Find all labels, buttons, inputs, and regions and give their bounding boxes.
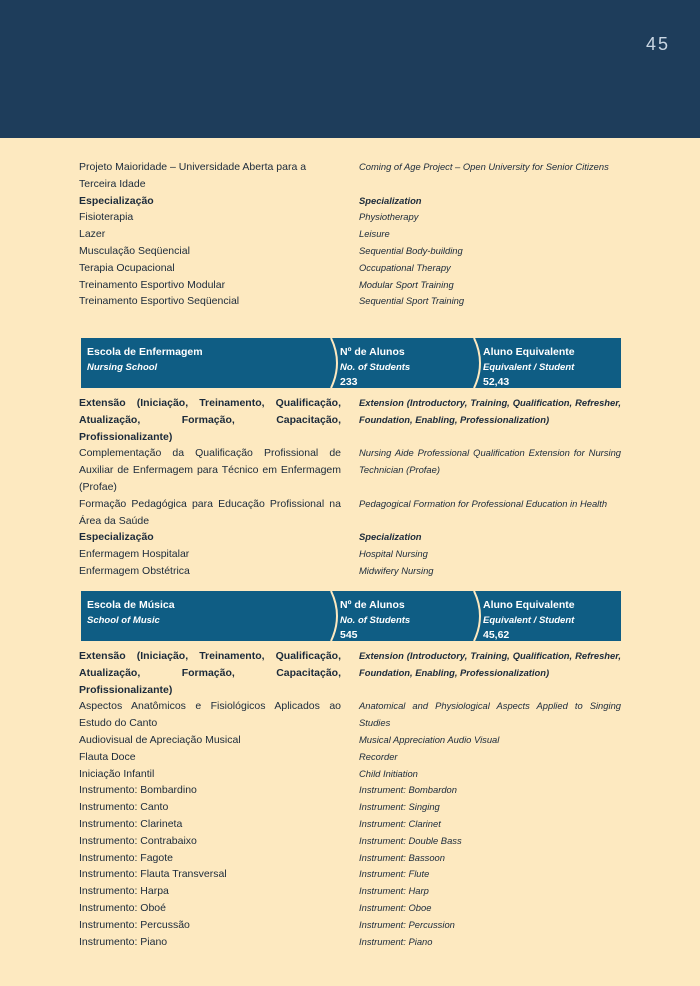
course-name-pt: Instrumento: Flauta Transversal — [79, 868, 227, 881]
school-name-pt: Escola de Enfermagem — [87, 346, 203, 358]
course-name-pt: Projeto Maioridade – Universidade Aberta para a Terceira Idade — [79, 161, 307, 190]
course-row — [0, 732, 700, 749]
page-number: 45 — [645, 34, 670, 54]
course-name-en: Physiotherapy — [359, 211, 419, 223]
course-name-en: Modular Sport Training — [359, 278, 454, 290]
course-name-pt: Instrumento: Oboé — [79, 901, 166, 914]
course-name-pt: Formação Pedagógica para Educação Profissional na Área da Saúde — [79, 497, 341, 527]
course-name-en: Occupational Therapy — [359, 261, 451, 273]
course-row — [0, 749, 700, 766]
course-row — [0, 159, 700, 193]
course-name-en: Instrument: Double Bass — [359, 834, 462, 846]
music-school-header — [81, 591, 621, 641]
course-name-pt: Complementação da Qualificação Profissional de Auxiliar de Enfermagem para Técnico em Enfermagem (Profae) — [79, 447, 341, 493]
equivalent-label-en: Equivalent / Student — [483, 362, 575, 373]
course-row — [0, 496, 700, 530]
students-label-en: No. of Students — [340, 615, 411, 626]
course-row — [0, 816, 700, 833]
course-row — [0, 546, 700, 563]
category-heading-en: Specialization — [359, 531, 422, 543]
course-row — [0, 934, 700, 951]
course-row — [0, 445, 700, 495]
category-heading-en: Extension (Introductory, Training, Qualification, Refresher, Foundation, Enabling, Professionalization) — [359, 397, 621, 425]
course-name-pt: Instrumento: Bombardino — [79, 784, 197, 797]
equivalent-value: 52,43 — [483, 376, 510, 388]
course-row — [0, 883, 700, 900]
course-row — [0, 782, 700, 799]
category-heading-pt: Especialização — [79, 531, 154, 544]
course-row — [0, 917, 700, 934]
course-row — [0, 226, 700, 243]
course-row — [0, 850, 700, 867]
course-name-en: Anatomical and Physiological Aspects Applied to Singing Studies — [359, 700, 621, 729]
course-name-pt: Treinamento Esportivo Seqüencial — [79, 295, 240, 308]
top-banner — [0, 0, 700, 138]
course-name-pt: Iniciação Infantil — [79, 767, 155, 780]
category-heading-en: Extension (Introductory, Training, Qualification, Refresher, Foundation, Enabling, Professionalization) — [359, 650, 621, 678]
course-row — [0, 900, 700, 917]
category-heading-pt: Especialização — [79, 194, 154, 207]
course-name-pt: Musculação Seqüencial — [79, 244, 190, 257]
course-row — [0, 395, 700, 445]
course-name-pt: Instrumento: Percussão — [79, 918, 190, 931]
course-row — [0, 866, 700, 883]
course-name-en: Instrument: Harp — [359, 885, 429, 897]
course-name-en: Instrument: Bassoon — [359, 851, 445, 863]
course-name-en: Instrument: Bombardon — [359, 784, 457, 796]
course-name-en: Instrument: Clarinet — [359, 817, 441, 829]
course-name-en: Sequential Sport Training — [359, 295, 465, 307]
course-row — [0, 209, 700, 226]
school-name-en: Nursing School — [87, 362, 158, 373]
course-name-en: Instrument: Oboe — [359, 901, 432, 913]
course-name-en: Pedagogical Formation for Professional Education in Health — [359, 497, 608, 509]
nursing-school-header — [81, 338, 621, 388]
course-name-en: Instrument: Piano — [359, 935, 433, 947]
course-name-en: Midwifery Nursing — [359, 564, 434, 576]
school-name-en: School of Music — [87, 615, 160, 626]
course-row — [0, 193, 700, 210]
course-name-pt: Instrumento: Clarineta — [79, 817, 183, 830]
category-heading-en: Specialization — [359, 194, 422, 206]
course-row — [0, 260, 700, 277]
course-name-en: Sequential Body-building — [359, 244, 463, 256]
category-heading-pt: Extensão (Iniciação, Treinamento, Qualificação, Atualização, Formação, Capacitação, Profissionalizante) — [79, 650, 341, 696]
school-name-pt: Escola de Música — [87, 599, 175, 611]
equivalent-label-pt: Aluno Equivalente — [483, 599, 575, 611]
course-name-en: Nursing Aide Professional Qualification Extension for Nursing Technician (Profae) — [359, 447, 621, 476]
students-value: 233 — [340, 376, 358, 388]
course-name-en: Recorder — [359, 750, 398, 762]
course-name-pt: Enfermagem Obstétrica — [79, 564, 190, 577]
category-heading-pt: Extensão (Iniciação, Treinamento, Qualificação, Atualização, Formação, Capacitação, Profissionalizante) — [79, 397, 341, 443]
course-name-pt: Lazer — [79, 228, 106, 241]
course-row — [0, 833, 700, 850]
course-row — [0, 563, 700, 580]
course-row — [0, 766, 700, 783]
course-row — [0, 277, 700, 294]
students-label-pt: Nº de Alunos — [340, 346, 405, 358]
equivalent-label-pt: Aluno Equivalente — [483, 346, 575, 358]
course-row — [0, 799, 700, 816]
course-name-pt: Treinamento Esportivo Modular — [79, 278, 226, 291]
course-name-pt: Fisioterapia — [79, 211, 134, 224]
course-name-pt: Terapia Ocupacional — [79, 261, 175, 274]
course-name-pt: Flauta Doce — [79, 750, 136, 763]
course-name-en: Leisure — [359, 228, 390, 240]
course-name-en: Coming of Age Project – Open University for Senior Citizens — [359, 161, 609, 172]
course-name-en: Instrument: Singing — [359, 801, 440, 813]
course-name-en: Instrument: Flute — [359, 868, 430, 880]
music-course-list — [0, 648, 700, 950]
equivalent-label-en: Equivalent / Student — [483, 615, 575, 626]
course-name-pt: Aspectos Anatômicos e Fisiológicos Aplicados ao Estudo do Canto — [79, 700, 341, 730]
course-row — [0, 529, 700, 546]
top-course-list — [0, 159, 700, 310]
students-label-pt: Nº de Alunos — [340, 599, 405, 611]
course-name-en: Child Initiation — [359, 767, 418, 779]
course-name-pt: Enfermagem Hospitalar — [79, 548, 190, 561]
course-name-pt: Audiovisual de Apreciação Musical — [79, 733, 241, 746]
course-name-pt: Instrumento: Contrabaixo — [79, 834, 197, 847]
equivalent-value: 45,62 — [483, 629, 510, 641]
course-name-en: Musical Appreciation Audio Visual — [359, 733, 500, 745]
course-name-pt: Instrumento: Piano — [79, 935, 168, 948]
course-name-en: Instrument: Percussion — [359, 918, 455, 930]
course-row — [0, 648, 700, 698]
course-name-pt: Instrumento: Harpa — [79, 885, 169, 898]
nursing-course-list — [0, 395, 700, 580]
course-row — [0, 243, 700, 260]
students-label-en: No. of Students — [340, 362, 411, 373]
course-name-pt: Instrumento: Canto — [79, 801, 169, 814]
course-name-en: Hospital Nursing — [359, 548, 428, 560]
course-name-pt: Instrumento: Fagote — [79, 851, 173, 864]
students-value: 545 — [340, 629, 358, 641]
course-row — [0, 293, 700, 310]
course-row — [0, 698, 700, 732]
